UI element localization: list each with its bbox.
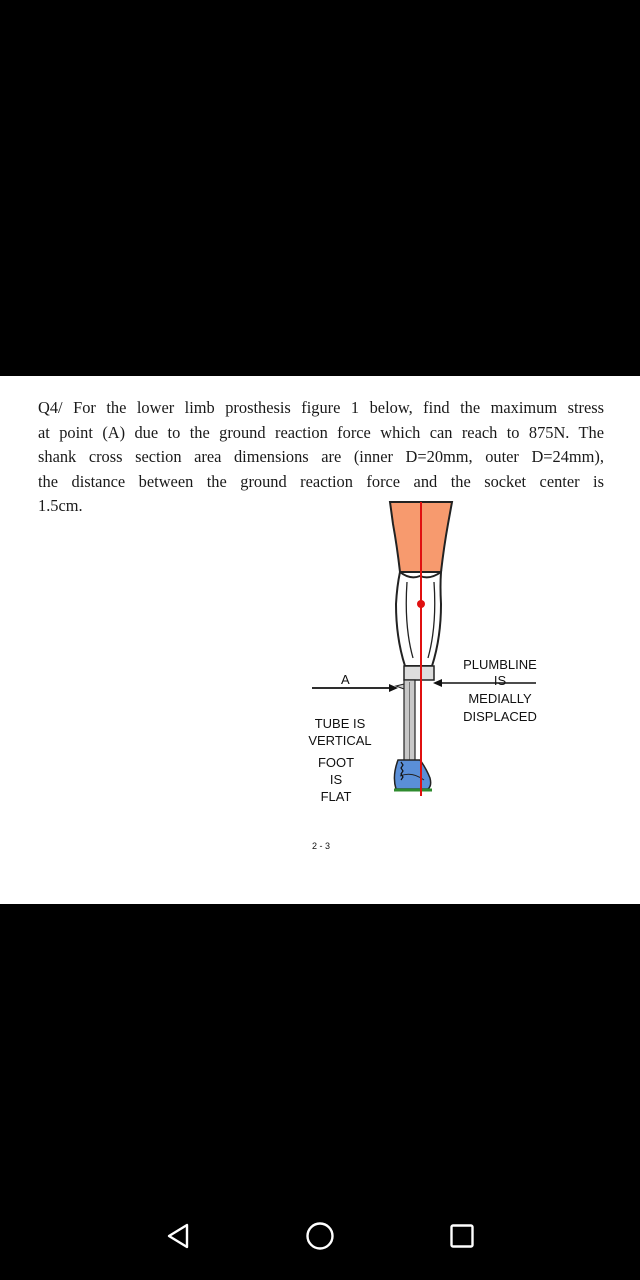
point-a-arrowhead [389, 684, 398, 692]
pylon-adapter [404, 666, 434, 680]
question-line: at point (A) due to the ground reaction force which can reach to 875N. The [38, 422, 604, 442]
foot-label-1: FOOT [317, 755, 355, 770]
document-page [0, 376, 640, 904]
figure-number: 2 - 3 [311, 841, 331, 851]
tube-label-1: TUBE IS [314, 716, 366, 731]
plumbline-label-2: IS [493, 673, 507, 688]
tube-label-2: VERTICAL [308, 733, 372, 748]
prosthesis-figure [0, 376, 640, 904]
recents-button[interactable] [442, 1216, 482, 1256]
question-line: shank cross section area dimensions are (inner D=20mm, outer D=24mm), [38, 447, 604, 467]
plumbline-label-4: DISPLACED [463, 709, 537, 724]
point-a-label: A [341, 672, 350, 687]
foot-label-2: IS [329, 772, 343, 787]
back-button[interactable] [158, 1216, 198, 1256]
question-line: the distance between the ground reaction force and the socket center is [38, 471, 604, 491]
foot-label-3: FLAT [320, 789, 352, 804]
square-recents-icon [448, 1222, 476, 1250]
question-line: Q4/ For the lower limb prosthesis figure 1 below, find the maximum stress [38, 398, 604, 417]
question-line: 1.5cm. [38, 496, 83, 516]
android-navigation-bar [0, 1190, 640, 1280]
triangle-back-icon [164, 1222, 192, 1250]
plumbline-label-3: MEDIALLY [468, 691, 532, 706]
home-button[interactable] [300, 1216, 340, 1256]
plumbline-label-1: PLUMBLINE [463, 657, 537, 672]
circle-home-icon [304, 1220, 336, 1252]
